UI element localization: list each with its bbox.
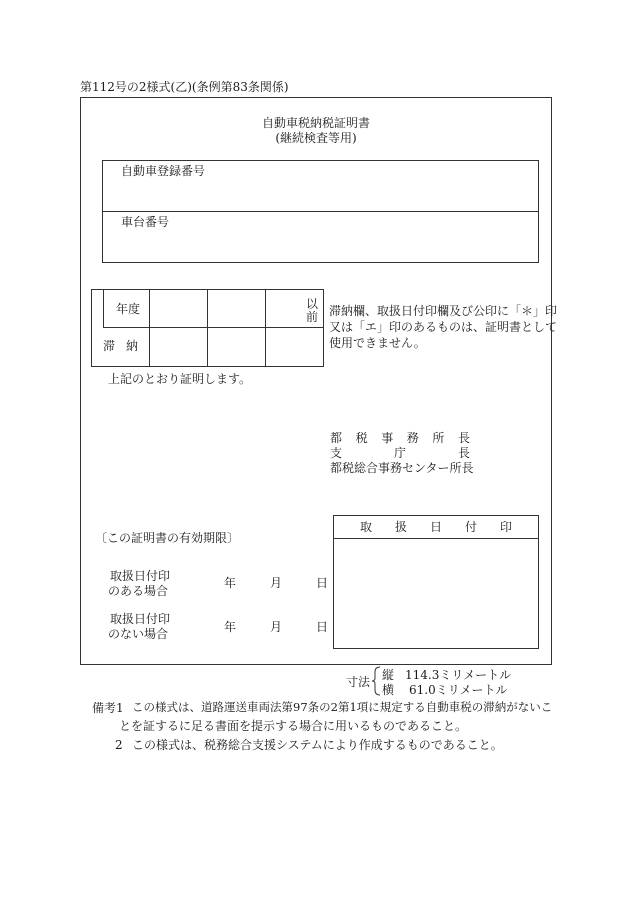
stamp-header-char: 付 <box>464 520 477 534</box>
tax-table-col-1 <box>149 289 150 367</box>
stamp-box-header-divider <box>333 538 539 539</box>
prior-years-label-bottom: 前 <box>306 310 319 324</box>
without-stamp-day: 日 <box>316 620 329 634</box>
issuer-char: 長 <box>457 431 470 445</box>
with-stamp-label-1: 取扱日付印 <box>110 569 171 583</box>
issuer-char: 税 <box>355 431 368 445</box>
issuer-char: 所 <box>432 431 445 445</box>
with-stamp-label-2: のある場合 <box>108 584 169 598</box>
validity-notice-line-2: 又は「エ」印のあるものは、証明書として <box>329 320 558 334</box>
arrears-label-2: 納 <box>126 339 139 353</box>
handling-date-stamp-box <box>333 515 539 649</box>
certification-statement: 上記のとおり証明します。 <box>108 372 252 386</box>
stamp-box-header <box>360 520 512 534</box>
issuer-branch-director <box>330 446 470 460</box>
remark-1-line-2: とを証するに足る書面を提示する場合に用いるものであること。 <box>119 719 468 733</box>
certificate-title: 自動車税納税証明書 <box>261 116 370 130</box>
validity-heading: 〔この証明書の有効期限〕 <box>95 531 240 545</box>
without-stamp-label-1: 取扱日付印 <box>110 612 171 626</box>
form-number: 第112号の2様式(乙)(条例第83条関係) <box>80 80 289 94</box>
dimensions-brace-icon <box>371 666 381 696</box>
issuer-char: 長 <box>457 446 470 460</box>
issuer-char: 事 <box>381 431 394 445</box>
chassis-number-label: 車台番号 <box>121 215 170 229</box>
tax-table-row-divider <box>103 327 324 328</box>
stamp-header-char: 印 <box>499 520 512 534</box>
dimensions-label: 寸法 <box>346 675 371 689</box>
without-stamp-label-2: のない場合 <box>108 627 169 641</box>
remark-1-line-1: この様式は、道路運送車両法第97条の2第1項に規定する自動車税の滞納がないこ <box>132 700 553 714</box>
issuer-char: 務 <box>406 431 419 445</box>
issuer-char: 支 <box>330 446 343 460</box>
dimension-height-value: 114.3ミリメートル <box>405 668 512 682</box>
tax-table-col-2 <box>207 289 208 367</box>
stamp-header-char: 日 <box>429 520 442 534</box>
arrears-label-1: 滞 <box>103 339 116 353</box>
remark-2-text: この様式は、税務総合支援システムにより作成するものであること。 <box>132 738 503 752</box>
without-stamp-year: 年 <box>224 620 237 634</box>
issuer-char: 都 <box>330 431 343 445</box>
dimension-width-label: 横 <box>382 683 395 697</box>
issuer-tax-office-director <box>330 431 470 445</box>
stamp-header-char: 扱 <box>394 520 407 534</box>
tax-table-col-3 <box>265 289 266 367</box>
remark-2-prefix: 2 <box>115 738 123 752</box>
with-stamp-month: 月 <box>270 576 283 590</box>
tax-table-inner-left <box>103 289 104 327</box>
stamp-header-char: 取 <box>360 520 373 534</box>
with-stamp-year: 年 <box>224 576 237 590</box>
issuer-center-director: 都税総合事務センター所長 <box>330 461 474 475</box>
with-stamp-day: 日 <box>316 576 329 590</box>
remark-1-prefix: 備考1 <box>92 701 124 715</box>
validity-notice-line-1: 滞納欄、取扱日付印欄及び公印に「＊」印 <box>329 304 558 318</box>
dimension-width-value: 61.0ミリメートル <box>409 683 508 697</box>
dimension-height-label: 縦 <box>382 668 395 682</box>
without-stamp-month: 月 <box>270 620 283 634</box>
prior-years-label-top: 以 <box>306 297 319 311</box>
certificate-subtitle: (継続検査等用) <box>275 131 357 145</box>
registration-number-label: 自動車登録番号 <box>121 164 206 178</box>
validity-notice-line-3: 使用できません。 <box>329 336 426 350</box>
year-label: 年度 <box>116 302 141 316</box>
issuer-char: 庁 <box>393 446 406 460</box>
vehicle-info-divider <box>102 211 539 212</box>
